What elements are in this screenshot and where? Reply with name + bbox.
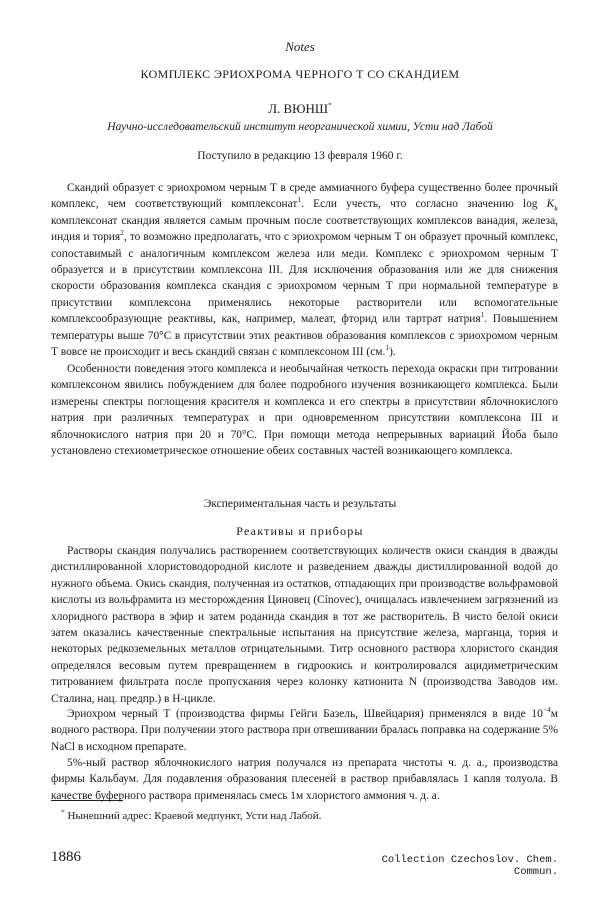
text-run: . Повышением температуры выше 70°С в присутствии этих реактивов образования комплексов с эриохромом черным Т вовсе не происходит и весь скандий связан с комплексоном III (см.: [51, 313, 558, 359]
text-run: . Если учесть, что согласно значению log: [301, 198, 547, 211]
text-run: м водного раствора. При получении этого раствора при отвешивании бралась поправка на содержание 5% NaCl в исходном препарате.: [51, 708, 558, 753]
section-label: Notes: [285, 39, 315, 54]
exponent: −4: [542, 705, 551, 715]
text-run: комплексонат скандия является самым прочным после соответствующих комплексов ванадия, железа, индия и тория: [51, 214, 558, 244]
received-date: Поступило в редакцию 13 февраля 1960 г.: [197, 150, 403, 162]
text-run: , то возможно предполагать, что с эриохромом черным Т он образует прочный комплекс, сопоставимый с аналогичным комплексом железа или меди. Комплекс с эриохромом черным Т образуется и в присутствии комплексона III. Для исключения образования или же для снижения скорости образования комплекса скандия с эриохромом черным Т при нормальной температуре в присутствии комплексона применялись некоторые растворители или вспомогательные комплексообразующие реактивы, как, например, малеат, фторид или тартрат натрия: [51, 231, 558, 326]
footnote: [61, 807, 322, 822]
intro-paragraph-2: [51, 361, 558, 459]
footnote-mark: *: [61, 807, 65, 817]
text-run: Скандий образует с эриохромом черным Т в среде аммиачного буфера существенно более прочный комплекс, чем соответствующий комплексонат: [51, 182, 558, 211]
intro-paragraph-1: [51, 180, 558, 360]
author-name: Л. ВЮНШ: [268, 101, 329, 116]
author-line: [0, 101, 600, 117]
section-heading: Экспериментальная часть и результаты: [203, 498, 397, 510]
reagents-paragraph-3: [51, 755, 558, 804]
affiliation: Научно-исследовательский институт неорганической химии, Усти над Лабой: [107, 121, 493, 133]
text-run: Растворы скандия получались растворением соответствующих количеств окиси скандия в дважды дистиллированной хлористоводородной кислоте и разведением дважды дистиллированной водой до нужного объема. Окись скандия, полученная из остатков, отпадающих при производстве вольфрамовой кислоты из вольфрамита из месторождения Циновец (Cínovec), очищалась извлечением загрязнений из хлоридного раствора в эфир и затем роданида скандия в тот же растворитель. В чисто белой окиси затем оказались качественные спектральные испытания на присутствие железа, марганца, тория и некоторых редкоземельных металлов отрицательными. Титр основного раствора хлористого скандия определялся весовым путем превращением в гидроокись и контролировался ацидиметрическим титрованием фильтрата после пропускания через колонку катионита N (производства Заводов им. Сталина, нац. предпр.) в H-цикле.: [51, 545, 558, 705]
footnote-text: Нынешний адрес: Краевой медпункт, Усти над Лабой.: [64, 810, 322, 822]
subsection-heading: Реактивы и приборы: [236, 524, 364, 538]
text-run: Особенности поведения этого комплекса и необычайная четкость перехода окраски при титровании комплексоном явились побуждением для более подробного изучения возникающего комплекса. Были измерены спектры поглощения красителя и комплекса и его спектры в присутствии яблочнокислого натрия при различных температурах и при одновременном присутствии комплексона III и яблочнокислого натрия при 20 и 70°С. При помощи метода непрерывных вариаций Йоба было установлено стехиометрическое отношение обеих составных частей возникающего комплекса.: [51, 363, 558, 458]
footnote-rule: [51, 800, 123, 801]
reference-mark: 1: [385, 343, 390, 353]
reagents-paragraph-2: [51, 706, 558, 755]
journal-name: Collection Czechoslov. Chem. Commun.: [381, 854, 558, 878]
constant-symbol: K: [546, 198, 555, 211]
text-run: Эриохром черный Т (производства фирмы Гейги Базель, Швейцария) применялся в виде 10: [67, 708, 543, 720]
constant-subscript: k: [554, 203, 558, 213]
text-run: ).: [389, 346, 396, 359]
reference-mark: 2: [120, 228, 124, 238]
page-number: 1886: [51, 849, 81, 865]
reference-mark: 1: [480, 310, 485, 320]
author-footnote-mark: *: [328, 100, 332, 110]
reagents-paragraph-1: [51, 543, 558, 707]
text-run: 5%-ный раствор яблочнокислого натрия получался из препарата чистоты ч. д. а., производства фирмы Кальбаум. Для подавления образования плесеней в раствор прибавлялась 1 капля толуола. В качестве буферного раствора применялась смесь 1м хлористого аммония ч. д. а.: [51, 757, 558, 802]
article-title: КОМПЛЕКС ЭРИОХРОМА ЧЕРНОГО Т СО СКАНДИЕМ: [140, 67, 460, 81]
reference-mark: 1: [297, 195, 302, 205]
